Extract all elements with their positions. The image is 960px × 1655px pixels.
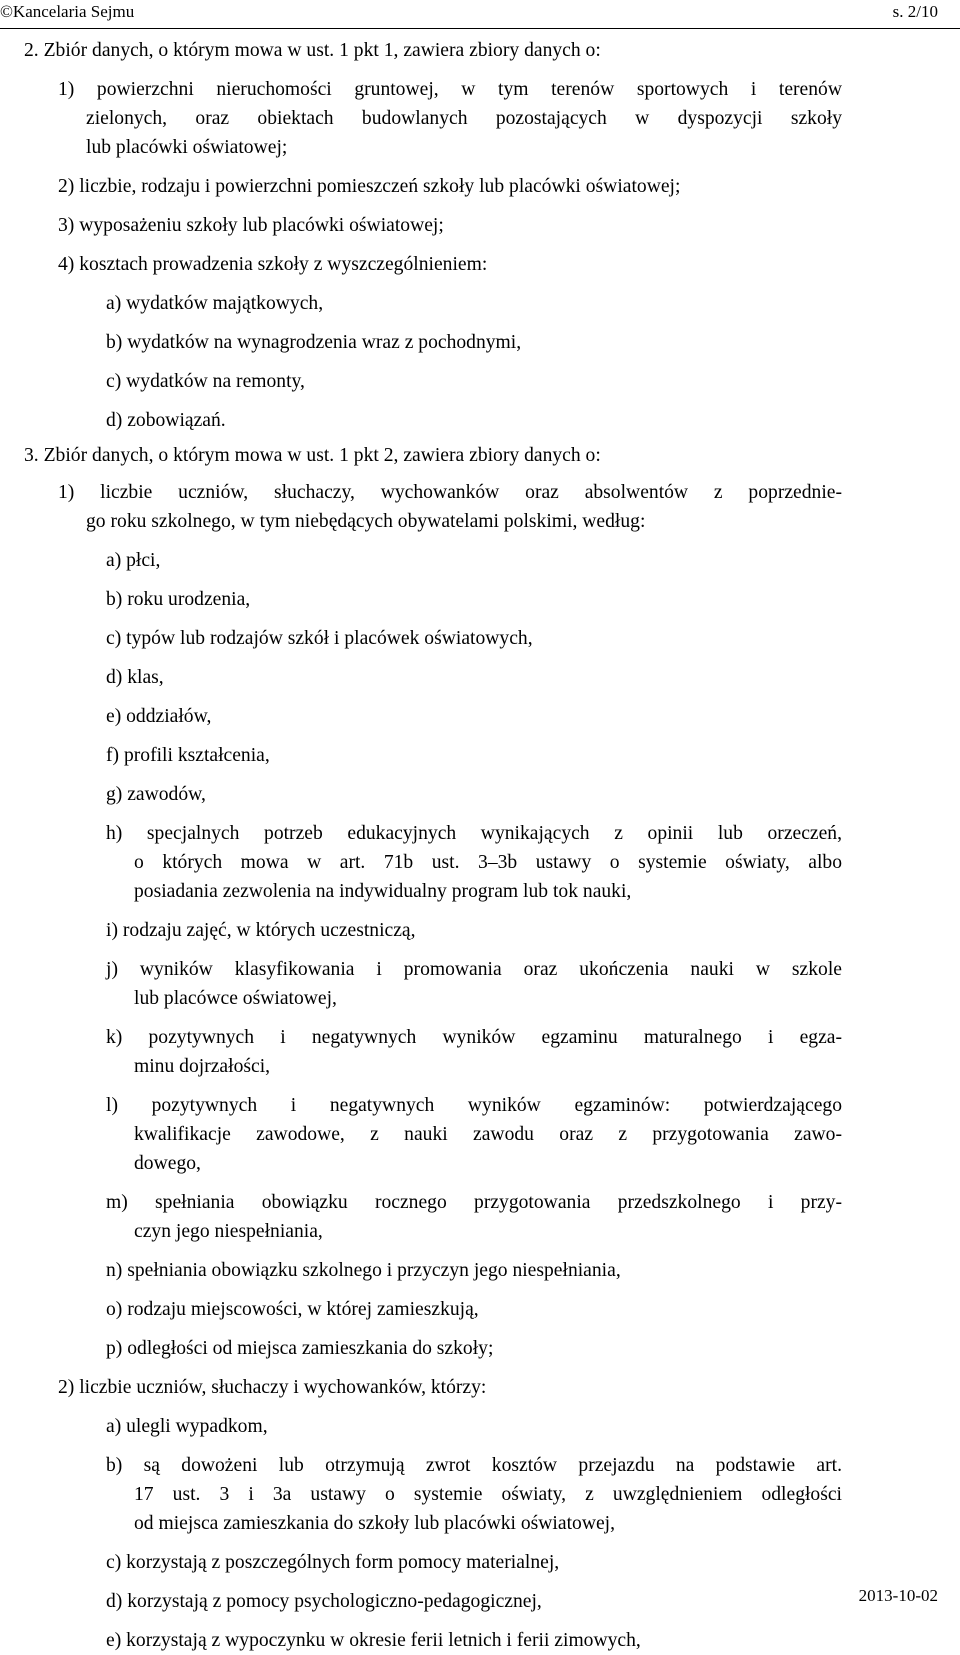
text-line: b) są dowożeni lub otrzymują zwrot kosztów przejazdu na podstawie art. bbox=[106, 1455, 842, 1476]
text-line: m) spełniania obowiązku rocznego przygotowania przedszkolnego i przy- bbox=[106, 1192, 842, 1213]
text-line: 3) wyposażeniu szkoły lub placówki oświatowej; bbox=[58, 215, 444, 236]
text-line: j) wyników klasyfikowania i promowania oraz ukończenia nauki w szkole bbox=[106, 959, 842, 980]
copyright-label: ©Kancelaria Sejmu bbox=[0, 2, 135, 21]
text-line: b) roku urodzenia, bbox=[106, 589, 251, 610]
text-line: e) korzystają z wypoczynku w okresie ferii letnich i ferii zimowych, bbox=[106, 1630, 641, 1651]
text-line: 3. Zbiór danych, o którym mowa w ust. 1 pkt 2, zawiera zbiory danych o: bbox=[24, 445, 601, 466]
text-line: dowego, bbox=[134, 1153, 201, 1174]
text-line: h) specjalnych potrzeb edukacyjnych wynikających z opinii lub orzeczeń, bbox=[106, 823, 842, 844]
text-line: czyn jego niespełniania, bbox=[134, 1221, 323, 1242]
text-line: l) pozytywnych i negatywnych wyników egzaminów: potwierdzającego bbox=[106, 1095, 842, 1116]
text-line: zielonych, oraz obiektach budowlanych pozostających w dyspozycji szkoły bbox=[86, 108, 842, 129]
text-line: i) rodzaju zajęć, w których uczestniczą, bbox=[106, 920, 416, 941]
text-line: kwalifikacje zawodowe, z nauki zawodu oraz z przygotowania zawo- bbox=[134, 1124, 842, 1145]
text-line: a) wydatków majątkowych, bbox=[106, 293, 324, 314]
document-body bbox=[0, 32, 880, 1655]
text-line: d) korzystają z pomocy psychologiczno-pedagogicznej, bbox=[106, 1591, 542, 1612]
text-line: n) spełniania obowiązku szkolnego i przyczyn jego niespełniania, bbox=[106, 1260, 621, 1281]
text-line: a) ulegli wypadkom, bbox=[106, 1416, 268, 1437]
text-line: o których mowa w art. 71b ust. 3–3b ustawy o systemie oświaty, albo bbox=[134, 852, 842, 873]
text-line: d) zobowiązań. bbox=[106, 410, 226, 431]
text-line: 2. Zbiór danych, o którym mowa w ust. 1 pkt 1, zawiera zbiory danych o: bbox=[24, 40, 601, 61]
footer-date: 2013-10-02 bbox=[858, 1586, 938, 1605]
text-line: 2) liczbie, rodzaju i powierzchni pomieszczeń szkoły lub placówki oświatowej; bbox=[58, 176, 681, 197]
text-line: k) pozytywnych i negatywnych wyników egzaminu maturalnego i egza- bbox=[106, 1027, 842, 1048]
page-header bbox=[0, 0, 960, 29]
text-line: f) profili kształcenia, bbox=[106, 745, 270, 766]
text-line: lub placówce oświatowej, bbox=[134, 988, 337, 1009]
text-line: 4) kosztach prowadzenia szkoły z wyszczególnieniem: bbox=[58, 254, 488, 275]
text-line: e) oddziałów, bbox=[106, 706, 212, 727]
text-line: 1) liczbie uczniów, słuchaczy, wychowanków oraz absolwentów z poprzednie- bbox=[58, 482, 842, 503]
text-line: 1) powierzchni nieruchomości gruntowej, w tym terenów sportowych i terenów bbox=[58, 79, 842, 100]
text-line: c) wydatków na remonty, bbox=[106, 371, 305, 392]
text-line: o) rodzaju miejscowości, w której zamieszkują, bbox=[106, 1299, 479, 1320]
text-line: d) klas, bbox=[106, 667, 164, 688]
text-line: od miejsca zamieszkania do szkoły lub placówki oświatowej, bbox=[134, 1513, 616, 1534]
text-line: g) zawodów, bbox=[106, 784, 206, 805]
text-line: go roku szkolnego, w tym niebędących obywatelami polskimi, według: bbox=[86, 511, 646, 532]
text-line: a) płci, bbox=[106, 550, 161, 571]
text-line: p) odległości od miejsca zamieszkania do szkoły; bbox=[106, 1338, 494, 1359]
text-line: lub placówki oświatowej; bbox=[86, 137, 288, 158]
page-number: s. 2/10 bbox=[892, 2, 938, 21]
text-line: 17 ust. 3 i 3a ustawy o systemie oświaty, z uwzględnieniem odległości bbox=[134, 1484, 842, 1505]
text-line: c) korzystają z poszczególnych form pomocy materialnej, bbox=[106, 1552, 560, 1573]
text-line: posiadania zezwolenia na indywidualny program lub tok nauki, bbox=[134, 881, 632, 902]
text-line: 2) liczbie uczniów, słuchaczy i wychowanków, którzy: bbox=[58, 1377, 487, 1398]
text-line: minu dojrzałości, bbox=[134, 1056, 271, 1077]
text-line: b) wydatków na wynagrodzenia wraz z pochodnymi, bbox=[106, 332, 522, 353]
text-line: c) typów lub rodzajów szkół i placówek oświatowych, bbox=[106, 628, 533, 649]
